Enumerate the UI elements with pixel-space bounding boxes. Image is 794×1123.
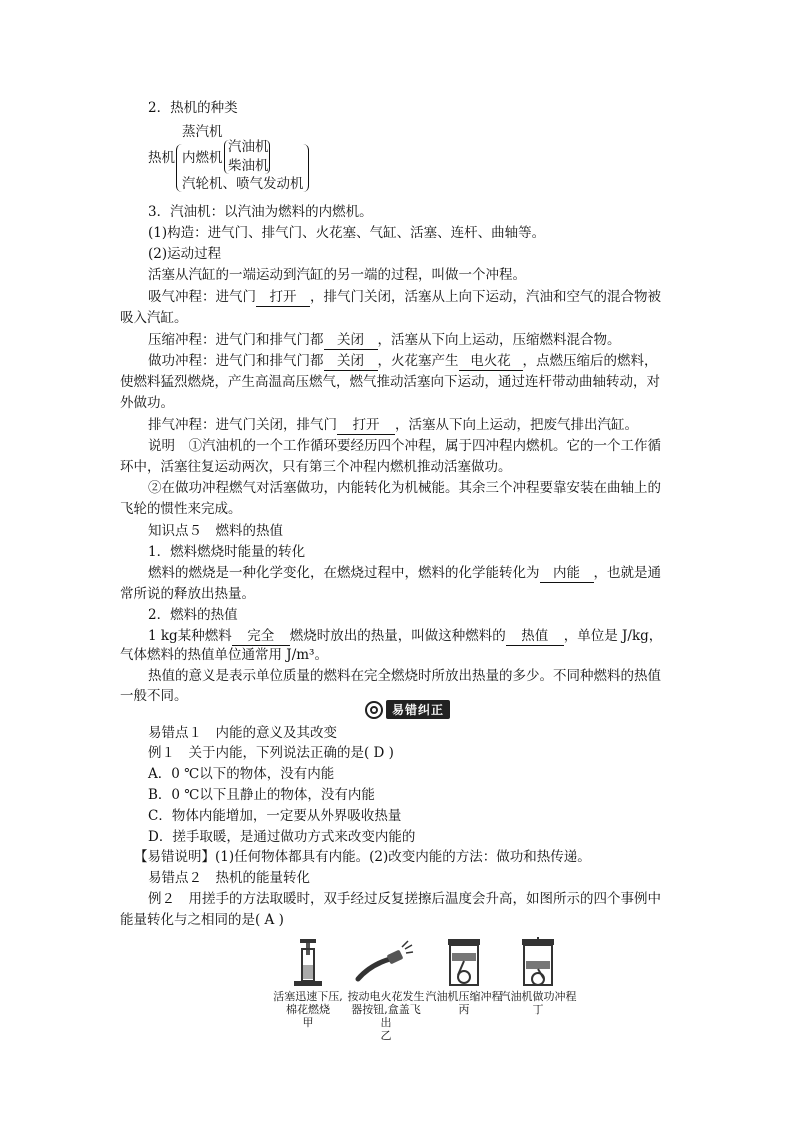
intake-blank: 打开 xyxy=(256,289,310,307)
example-2-question: 例２ 用搓手的方法取暖时，双手经过反复搓擦后温度会升高，如图所示的四个事例中 xyxy=(148,891,661,907)
heat-meaning: 热值的意义是表示单位质量的燃料在完全燃烧时所放出热量的多少。不同种燃料的热值 xyxy=(148,668,661,684)
intake-stroke-cont: 吸入汽缸。 xyxy=(120,310,188,326)
figure-ding-power-stroke xyxy=(502,935,574,990)
heat-value-unit: 气体燃料的热值单位通常用 J/m³。 xyxy=(120,647,328,663)
figure-ding-caption: 汽油机做功冲程 丁 xyxy=(499,990,577,1016)
burn-blank: 内能 xyxy=(540,565,594,583)
tree-root: 热机 xyxy=(148,150,175,166)
figure-jia-caption: 活塞迅速下压,棉花燃烧 甲 xyxy=(273,990,343,1029)
compress-blank: 关闭 xyxy=(324,332,378,350)
example-1-option-d: D．搓手取暖，是通过做功方式来改变内能的 xyxy=(148,829,416,845)
figure-bing-caption: 汽油机压缩冲程 丙 xyxy=(425,990,503,1016)
tree-brace-outer-right xyxy=(303,144,309,192)
spiral-logo-icon xyxy=(365,701,383,719)
heat-meaning-cont: 一般不同。 xyxy=(120,688,188,704)
power-stroke-cont2: 外做功。 xyxy=(120,395,174,411)
stroke-definition: 活塞从汽缸的一端运动到汽缸的另一端的过程，叫做一个冲程。 xyxy=(148,267,526,283)
example-1-option-c: C．物体内能增加，一定要从外界吸收热量 xyxy=(148,808,402,824)
section-3-title: 3．汽油机：以汽油为燃料的内燃机。 xyxy=(148,204,373,220)
note-1: 说明 ①汽油机的一个工作循环要经历四个冲程，属于四冲程内燃机。它的一个工作循 xyxy=(148,438,661,454)
figure-yi-spark-generator xyxy=(350,935,422,990)
error-point-2: 易错点２ 热机的能量转化 xyxy=(148,870,310,886)
heat-blank-1: 完全 xyxy=(232,628,290,646)
example-1-option-b: B．0 ℃以下且静止的物体，没有内能 xyxy=(148,787,375,803)
banner-label: 易错纠正 xyxy=(386,700,450,719)
section-2-title: 2．热机的种类 xyxy=(148,100,238,116)
figure-bing-compression-stroke xyxy=(428,935,500,990)
note-2-cont: 飞轮的惯性来完成。 xyxy=(120,501,242,517)
tree-brace-inner-right xyxy=(265,140,270,174)
error-point-1: 易错点１ 内能的意义及其改变 xyxy=(148,725,337,741)
s3-process: (2)运动过程 xyxy=(148,246,222,262)
power-blank-1: 关闭 xyxy=(324,353,378,371)
note-1-cont: 环中，活塞往复运动两次，只有第三个冲程内燃机推动活塞做功。 xyxy=(120,459,512,475)
figure-yi-caption: 按动电火花发生器按钮,盒盖飞出 乙 xyxy=(347,990,425,1042)
intake-stroke: 吸气冲程：进气门 打开 ，排气门关闭，活塞从上向下运动，汽油和空气的混合物被 xyxy=(148,289,661,305)
burn-text: 燃料的燃烧是一种化学变化，在燃烧过程中，燃料的化学能转化为 内能 ，也就是通 xyxy=(148,565,661,581)
power-stroke-cont: 使燃料猛烈燃烧，产生高温高压燃气，燃气推动活塞向下运动，通过连杆带动曲轴转动，对 xyxy=(120,374,660,390)
note-2: ②在做功冲程燃气对活塞做功，内能转化为机械能。其余三个冲程要靠安装在曲轴上的 xyxy=(148,480,661,496)
tree-gasoline: 汽油机 xyxy=(228,139,269,155)
tree-turbine: 汽轮机、喷气发动机 xyxy=(182,176,304,192)
example-1-note: 【易错说明】(1)任何物体都具有内能。(2)改变内能的方法：做功和热传递。 xyxy=(134,849,591,865)
power-blank-2: 电火花 xyxy=(459,353,523,371)
compress-stroke: 压缩冲程：进气门和排气门都 关闭 ，活塞从下向上运动，压缩燃料混合物。 xyxy=(148,332,621,348)
heat-value-def: 1 kg某种燃料 完全 燃烧时放出的热量，叫做这种燃料的 热值 ，单位是 J/kg， xyxy=(148,628,663,644)
error-correction-banner xyxy=(365,700,450,719)
exhaust-blank: 打开 xyxy=(337,417,395,435)
burn-text-cont: 常所说的释放出热量。 xyxy=(120,586,255,602)
example-1-option-a: A．0 ℃以下的物体，没有内能 xyxy=(148,766,335,782)
knowledge-point-5: 知识点５ 燃料的热值 xyxy=(148,523,283,539)
tree-steam: 蒸汽机 xyxy=(182,124,223,140)
exhaust-stroke: 排气冲程：进气门关闭，排气门 打开 ，活塞从下向上运动，把废气排出汽缸。 xyxy=(148,417,638,433)
tree-ice: 内燃机 xyxy=(182,150,223,166)
figure-jia-piston-cylinder xyxy=(272,935,344,990)
example-1-question: 例１ 关于内能，下列说法正确的是( D ) xyxy=(148,745,394,761)
s3-structure: (1)构造：进气门、排气门、火花塞、气缸、活塞、连杆、曲轴等。 xyxy=(148,225,546,241)
example-2-question-cont: 能量转化与之相同的是( A ) xyxy=(120,912,284,928)
tree-diesel: 柴油机 xyxy=(228,158,269,174)
kp5-sub-2: 2．燃料的热值 xyxy=(148,607,238,623)
kp5-sub-1: 1．燃料燃烧时能量的转化 xyxy=(148,544,306,560)
heat-blank-2: 热值 xyxy=(506,628,564,646)
power-stroke: 做功冲程：进气门和排气门都 关闭 ，火花塞产生 电火花 ，点燃压缩后的燃料， xyxy=(148,353,658,369)
